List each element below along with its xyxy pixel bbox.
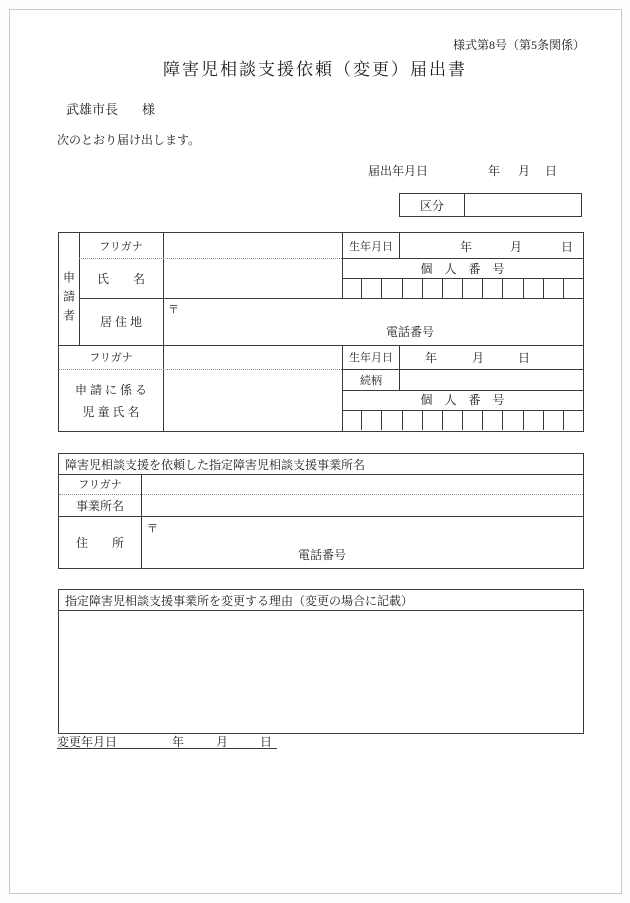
category-box xyxy=(399,193,582,217)
applicant-birthdate-label: 生年月日 xyxy=(349,240,393,253)
personal-number-digit-cell[interactable] xyxy=(422,411,442,430)
child-birthdate-field[interactable] xyxy=(400,346,582,368)
child-year-label: 年 xyxy=(425,351,438,365)
applicant-phone-label: 電話番号 xyxy=(386,325,435,339)
child-relationship-label: 続柄 xyxy=(360,374,382,387)
personal-number-digit-cell[interactable] xyxy=(342,411,361,430)
child-relationship-field[interactable] xyxy=(400,370,582,389)
change-date-row xyxy=(57,733,277,749)
personal-number-digit-cell[interactable] xyxy=(523,411,543,430)
personal-number-digit-cell[interactable] xyxy=(442,279,462,298)
office-table xyxy=(58,453,584,569)
addressee: 武雄市長 xyxy=(66,102,119,117)
category-label: 区分 xyxy=(400,194,465,216)
report-date-month-label: 月 xyxy=(518,164,531,178)
applicant-personal-number-label: 個 人 番 号 xyxy=(420,261,505,276)
child-name-label xyxy=(59,373,163,429)
applicant-residence-label: 居 住 地 xyxy=(99,315,142,329)
applicant-furigana-field[interactable] xyxy=(164,234,341,257)
addressee-row xyxy=(66,99,155,118)
form-number: 様式第8号（第5条関係） xyxy=(452,38,585,52)
personal-number-digit-cell[interactable] xyxy=(442,411,462,430)
addressee-honorific: 様 xyxy=(142,102,156,117)
change-date-year-label: 年 xyxy=(172,735,185,749)
office-address-label: 住 所 xyxy=(75,535,124,550)
office-phone-label: 電話番号 xyxy=(298,548,347,562)
personal-number-digit-cell[interactable] xyxy=(543,411,563,430)
report-date-day-label: 日 xyxy=(545,164,558,178)
applicant-birthdate-field[interactable] xyxy=(400,234,582,257)
personal-number-digit-cell[interactable] xyxy=(422,279,442,298)
report-date-label: 届出年月日 xyxy=(368,164,429,178)
intro-text: 次のとおり届け出します。 xyxy=(57,133,201,147)
applicant-postal-mark: 〒 xyxy=(168,304,179,316)
change-date-label: 変更年月日 xyxy=(57,735,118,749)
office-section-header: 障害児相談支援を依頼した指定障害児相談支援事業所名 xyxy=(65,458,366,472)
office-postal-mark: 〒 xyxy=(147,523,158,535)
personal-number-digit-cell[interactable] xyxy=(402,411,422,430)
office-name-field[interactable] xyxy=(142,495,582,515)
personal-number-digit-cell[interactable] xyxy=(523,279,543,298)
page-title: 障害児相談支援依頼（変更）届出書 xyxy=(163,60,467,79)
child-personal-number-label: 個 人 番 号 xyxy=(420,393,505,407)
report-date-year-label: 年 xyxy=(488,164,501,178)
child-furigana-field[interactable] xyxy=(164,346,341,368)
applicant-personal-number-strip xyxy=(342,279,583,298)
personal-number-digit-cell[interactable] xyxy=(381,279,401,298)
personal-number-digit-cell[interactable] xyxy=(342,279,361,298)
category-value-cell[interactable] xyxy=(465,194,581,216)
personal-number-digit-cell[interactable] xyxy=(563,279,583,298)
change-date-field[interactable] xyxy=(119,733,277,748)
personal-number-digit-cell[interactable] xyxy=(462,411,482,430)
reason-section-header: 指定障害児相談支援事業所を変更する理由（変更の場合に記載） xyxy=(65,594,414,608)
office-name-label: 事業所名 xyxy=(75,498,124,513)
child-name-label-line1: 申 請 に 係 る xyxy=(74,383,147,397)
change-date-day-label: 日 xyxy=(260,735,273,749)
applicant-name-field[interactable] xyxy=(164,259,341,297)
personal-number-digit-cell[interactable] xyxy=(462,279,482,298)
personal-number-digit-cell[interactable] xyxy=(381,411,401,430)
personal-number-digit-cell[interactable] xyxy=(482,411,502,430)
reason-table xyxy=(58,589,584,734)
personal-number-digit-cell[interactable] xyxy=(482,279,502,298)
child-personal-number-strip xyxy=(342,411,583,430)
child-birthdate-label: 生年月日 xyxy=(349,352,393,364)
applicant-day-label: 日 xyxy=(561,240,574,254)
office-furigana-field[interactable] xyxy=(142,475,582,493)
change-date-month-label: 月 xyxy=(216,735,229,749)
personal-number-digit-cell[interactable] xyxy=(402,279,422,298)
personal-number-digit-cell[interactable] xyxy=(361,411,381,430)
reason-field[interactable] xyxy=(60,611,581,732)
child-name-label-line2: 児 童 氏 名 xyxy=(82,405,140,419)
applicant-furigana-label: フリガナ xyxy=(99,240,143,253)
personal-number-digit-cell[interactable] xyxy=(543,279,563,298)
personal-number-digit-cell[interactable] xyxy=(502,411,522,430)
applicant-name-label: 氏 名 xyxy=(96,271,145,286)
applicant-section-label: 申請者 xyxy=(61,270,76,328)
office-address-field[interactable] xyxy=(142,517,582,567)
applicant-year-label: 年 xyxy=(460,240,473,254)
applicant-residence-field[interactable] xyxy=(164,299,582,344)
child-month-label: 月 xyxy=(472,351,485,365)
child-day-label: 日 xyxy=(518,351,531,365)
child-name-field[interactable] xyxy=(164,370,341,430)
personal-number-digit-cell[interactable] xyxy=(563,411,583,430)
personal-number-digit-cell[interactable] xyxy=(361,279,381,298)
child-furigana-label: フリガナ xyxy=(89,352,133,364)
office-furigana-label: フリガナ xyxy=(78,479,122,491)
applicant-month-label: 月 xyxy=(510,240,523,254)
applicant-child-table xyxy=(58,232,584,432)
personal-number-digit-cell[interactable] xyxy=(502,279,522,298)
